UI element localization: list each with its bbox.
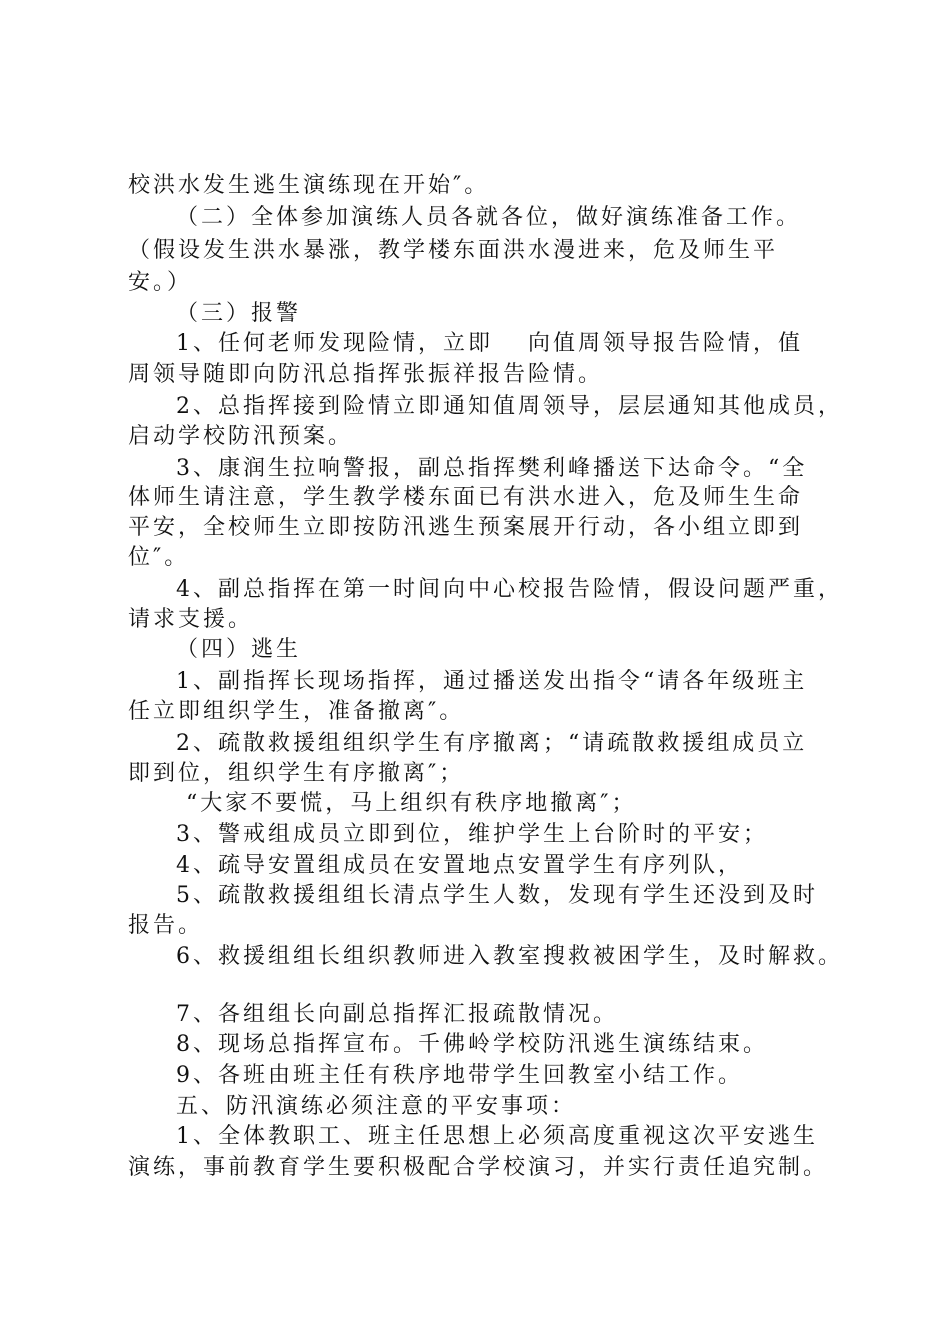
text-line: 即到位，组织学生有序撤离″；: [128, 761, 465, 786]
text-line: 报告。: [128, 913, 204, 938]
text-line: 安。）: [128, 270, 193, 295]
text-line: （三）报警: [176, 301, 302, 326]
text-line: 校洪水发生逃生演练现在开始″。: [128, 173, 490, 198]
text-line: 启动学校防汛预案。: [128, 424, 354, 449]
text-line: 5、疏散救援组组长清点学生人数，发现有学生还没到及时: [176, 883, 818, 908]
text-line: 请求支援。: [128, 607, 254, 632]
text-line: 1、全体教职工、班主任思想上必须高度重视这次平安逃生: [176, 1124, 818, 1149]
text-line: 任立即组织学生，准备撤离″。: [128, 699, 465, 724]
text-line: 平安，全校师生立即按防汛逃生预案展开行动，各小组立即到: [128, 515, 804, 540]
text-line: 4、副总指挥在第一时间向中心校报告险情，假设问题严重，: [176, 577, 843, 602]
text-line: 8、现场总指挥宣布。千佛岭学校防汛逃生演练结束。: [176, 1032, 768, 1057]
text-line: 3、警戒组成员立即到位，维护学生上台阶时的平安；: [176, 822, 768, 847]
text-line: 体师生请注意，学生教学楼东面已有洪水进入，危及师生生命: [128, 485, 804, 510]
text-line: “大家不要慌，马上组织有秩序地撤离″；: [186, 791, 637, 816]
text-line: 2、疏散救援组组织学生有序撤离；“请疏散救援组成员立: [176, 731, 808, 756]
text-line: 周领导随即向防汛总指挥张振祥报告险情。: [128, 362, 604, 387]
text-line: 位″。: [128, 545, 190, 570]
text-line: 1、副指挥长现场指挥，通过播送发出指令“请各年级班主: [176, 669, 808, 694]
text-line: （假设发生洪水暴涨，教学楼东面洪水漫进来，危及师生平: [128, 238, 779, 263]
text-line: 演练，事前教育学生要积极配合学校演习，并实行责任追究制。: [128, 1155, 829, 1180]
text-line: 9、各班由班主任有秩序地带学生回教室小结工作。: [176, 1063, 743, 1088]
text-line: 4、疏导安置组成员在安置地点安置学生有序列队，: [176, 853, 743, 878]
text-line: 2、总指挥接到险情立即通知值周领导，层层通知其他成员，: [176, 394, 843, 419]
text-line: 6、救援组组长组织教师进入教室搜救被困学生，及时解救。: [176, 944, 843, 969]
text-line: 3、康润生拉响警报，副总指挥樊利峰播送下达命令。“全: [176, 456, 808, 481]
text-line: 7、各组组长向副总指挥汇报疏散情况。: [176, 1002, 618, 1027]
text-line: （四）逃生: [176, 637, 302, 662]
text-line: 1、任何老师发现险情，立即 向值周领导报告险情，值: [176, 331, 803, 356]
text-line: （二）全体参加演练人员各就各位，做好演练准备工作。: [176, 205, 802, 230]
section-heading: 五、防汛演练必须注意的平安事项：: [176, 1094, 577, 1119]
